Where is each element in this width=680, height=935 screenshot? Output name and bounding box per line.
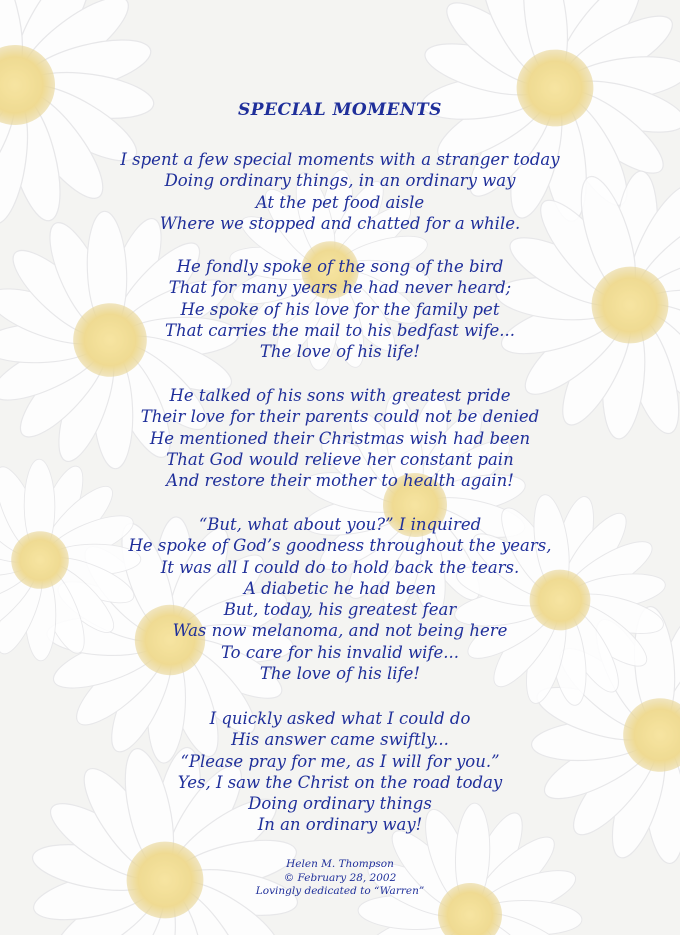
poem-line: I quickly asked what I could do: [209, 709, 471, 728]
poem-line: He mentioned their Christmas wish had been: [149, 428, 531, 448]
poem-line: To care for his invalid wife...: [220, 642, 460, 662]
poem-line: Doing ordinary things, in an ordinary way: [164, 171, 516, 191]
poem-line: “But, what about you?” I inquired: [198, 515, 482, 534]
poem-line: He spoke of his love for the family pet: [180, 299, 500, 319]
poem-line: He spoke of God’s goodness throughout the years,: [128, 536, 552, 556]
poem-line: I spent a few special moments with a stranger today: [120, 150, 560, 169]
poem-line: A diabetic he had been: [243, 578, 437, 598]
stanza-4: [0, 514, 680, 684]
stanza-2: [0, 256, 680, 362]
stanza-1: [0, 149, 680, 234]
author-name: Helen M. Thompson: [286, 858, 394, 870]
poem-line: At the pet food aisle: [255, 192, 425, 212]
stanza-5: [0, 708, 680, 836]
poem-line: And restore their mother to health again!: [166, 471, 514, 491]
poem-line: That for many years he had never heard;: [168, 278, 512, 298]
poem-line: The love of his life!: [259, 664, 421, 684]
poem-line: Doing ordinary things: [248, 794, 432, 814]
poem-line: He talked of his sons with greatest pride: [169, 386, 511, 405]
poem-line: His answer came swiftly...: [231, 730, 449, 750]
poem-line: In an ordinary way!: [257, 815, 423, 835]
poem-title: SPECIAL MOMENTS: [238, 100, 442, 120]
poem-line: Where we stopped and chatted for a while.: [159, 213, 521, 233]
poem-line: It was all I could do to hold back the tears.: [160, 557, 520, 577]
poem-line: “Please pray for me, as I will for you.”: [180, 751, 500, 771]
credits: [0, 858, 680, 899]
poem-line: Was now melanoma, and not being here: [172, 621, 508, 641]
poem-line: Yes, I saw the Christ on the road today: [177, 772, 503, 792]
poem-line: But, today, his greatest fear: [223, 600, 457, 620]
poem-line: The love of his life!: [259, 342, 421, 362]
poem-line: He fondly spoke of the song of the bird: [176, 257, 504, 276]
poem-line: That carries the mail to his bedfast wife...: [164, 320, 516, 340]
copyright-date: © February 28, 2002: [283, 871, 397, 884]
stanza-3: [0, 385, 680, 491]
poem-line: That God would relieve her constant pain: [166, 449, 514, 469]
dedication: Lovingly dedicated to “Warren”: [255, 885, 425, 897]
poem-line: Their love for their parents could not be denied: [140, 407, 540, 427]
